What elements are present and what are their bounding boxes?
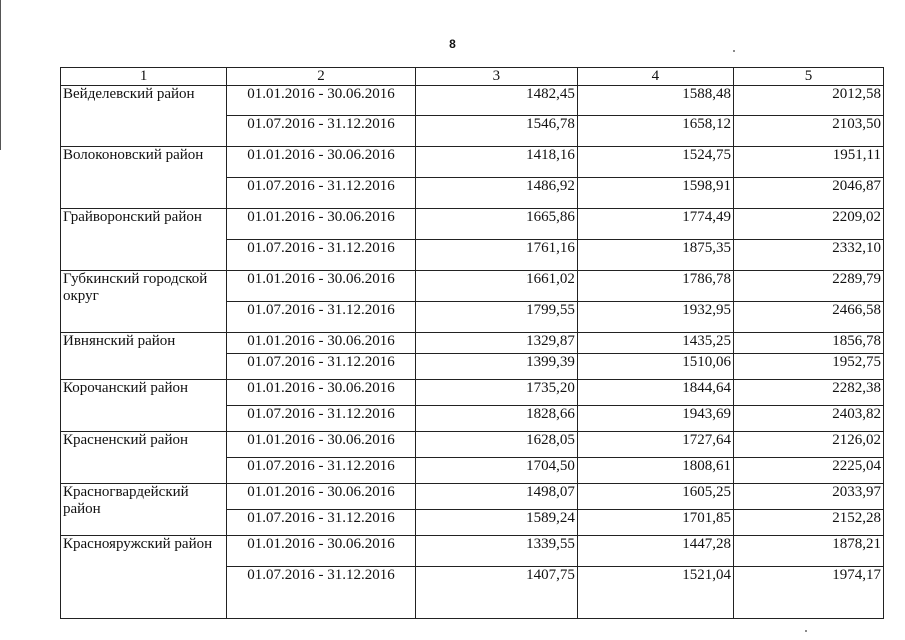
period-cell: 01.07.2016 - 31.12.2016 [227, 354, 416, 380]
period-cell: 01.01.2016 - 30.06.2016 [227, 147, 416, 178]
value-col-3: 1828,66 [415, 406, 577, 432]
value-col-4: 1588,48 [577, 86, 733, 116]
table-row [61, 484, 884, 510]
value-col-5: 2046,87 [733, 178, 883, 209]
value-col-4: 1598,91 [577, 178, 733, 209]
district-name: Вейделевский район [61, 86, 227, 147]
value-col-4: 1786,78 [577, 271, 733, 302]
value-col-5: 2289,79 [733, 271, 883, 302]
value-col-5: 2103,50 [733, 116, 883, 147]
value-col-4: 1510,06 [577, 354, 733, 380]
district-name: Губкинский городской округ [61, 271, 227, 333]
value-col-3: 1661,02 [415, 271, 577, 302]
value-col-5: 1952,75 [733, 354, 883, 380]
speck-dot [733, 50, 735, 52]
table-row [61, 271, 884, 302]
period-cell: 01.01.2016 - 30.06.2016 [227, 536, 416, 567]
header-col-3: 3 [415, 68, 577, 86]
value-col-4: 1943,69 [577, 406, 733, 432]
value-col-3: 1546,78 [415, 116, 577, 147]
value-col-3: 1628,05 [415, 432, 577, 458]
value-col-4: 1524,75 [577, 147, 733, 178]
value-col-5: 2152,28 [733, 510, 883, 536]
table-row [61, 86, 884, 116]
district-name: Грайворонский район [61, 209, 227, 271]
value-col-3: 1589,24 [415, 510, 577, 536]
value-col-3: 1665,86 [415, 209, 577, 240]
district-name: Волоконовский район [61, 147, 227, 209]
value-col-5: 1856,78 [733, 333, 883, 354]
value-col-5: 2225,04 [733, 458, 883, 484]
value-col-4: 1932,95 [577, 302, 733, 333]
value-col-3: 1418,16 [415, 147, 577, 178]
value-col-4: 1774,49 [577, 209, 733, 240]
district-name: Красногвардейский район [61, 484, 227, 536]
district-name: Красненский район [61, 432, 227, 484]
period-cell: 01.07.2016 - 31.12.2016 [227, 458, 416, 484]
table-row [61, 536, 884, 567]
district-name: Корочанский район [61, 380, 227, 432]
value-col-4: 1605,25 [577, 484, 733, 510]
value-col-3: 1486,92 [415, 178, 577, 209]
header-row [61, 68, 884, 86]
value-col-4: 1521,04 [577, 567, 733, 619]
table-row [61, 147, 884, 178]
value-col-3: 1339,55 [415, 536, 577, 567]
period-cell: 01.01.2016 - 30.06.2016 [227, 209, 416, 240]
value-col-4: 1808,61 [577, 458, 733, 484]
table-row [61, 209, 884, 240]
period-cell: 01.07.2016 - 31.12.2016 [227, 178, 416, 209]
period-cell: 01.01.2016 - 30.06.2016 [227, 380, 416, 406]
value-col-5: 2209,02 [733, 209, 883, 240]
value-col-3: 1761,16 [415, 240, 577, 271]
period-cell: 01.01.2016 - 30.06.2016 [227, 333, 416, 354]
left-margin-mark [0, 0, 1, 150]
period-cell: 01.01.2016 - 30.06.2016 [227, 271, 416, 302]
period-cell: 01.07.2016 - 31.12.2016 [227, 567, 416, 619]
value-col-5: 1974,17 [733, 567, 883, 619]
table-body [61, 86, 884, 619]
value-col-3: 1329,87 [415, 333, 577, 354]
district-name: Ивнянский район [61, 333, 227, 380]
period-cell: 01.01.2016 - 30.06.2016 [227, 484, 416, 510]
value-col-5: 2282,38 [733, 380, 883, 406]
value-col-3: 1498,07 [415, 484, 577, 510]
table-header [61, 68, 884, 86]
period-cell: 01.07.2016 - 31.12.2016 [227, 116, 416, 147]
page-number: 8 [449, 37, 456, 51]
value-col-5: 2126,02 [733, 432, 883, 458]
value-col-4: 1447,28 [577, 536, 733, 567]
period-cell: 01.07.2016 - 31.12.2016 [227, 302, 416, 333]
value-col-4: 1658,12 [577, 116, 733, 147]
period-cell: 01.07.2016 - 31.12.2016 [227, 240, 416, 271]
table-row [61, 333, 884, 354]
header-col-2: 2 [227, 68, 416, 86]
value-col-3: 1407,75 [415, 567, 577, 619]
value-col-3: 1799,55 [415, 302, 577, 333]
value-col-5: 2403,82 [733, 406, 883, 432]
period-cell: 01.01.2016 - 30.06.2016 [227, 432, 416, 458]
tariff-table [60, 67, 884, 619]
header-col-4: 4 [577, 68, 733, 86]
value-col-5: 2012,58 [733, 86, 883, 116]
period-cell: 01.07.2016 - 31.12.2016 [227, 510, 416, 536]
value-col-5: 1878,21 [733, 536, 883, 567]
table-row [61, 432, 884, 458]
value-col-5: 1951,11 [733, 147, 883, 178]
value-col-5: 2466,58 [733, 302, 883, 333]
value-col-4: 1875,35 [577, 240, 733, 271]
value-col-3: 1704,50 [415, 458, 577, 484]
table-row [61, 380, 884, 406]
value-col-4: 1844,64 [577, 380, 733, 406]
value-col-3: 1735,20 [415, 380, 577, 406]
value-col-5: 2332,10 [733, 240, 883, 271]
value-col-5: 2033,97 [733, 484, 883, 510]
period-cell: 01.01.2016 - 30.06.2016 [227, 86, 416, 116]
value-col-4: 1727,64 [577, 432, 733, 458]
value-col-3: 1399,39 [415, 354, 577, 380]
header-col-1: 1 [61, 68, 227, 86]
header-col-5: 5 [733, 68, 883, 86]
value-col-4: 1435,25 [577, 333, 733, 354]
district-name: Краснояружский район [61, 536, 227, 619]
period-cell: 01.07.2016 - 31.12.2016 [227, 406, 416, 432]
value-col-3: 1482,45 [415, 86, 577, 116]
speck-dot [805, 630, 807, 632]
value-col-4: 1701,85 [577, 510, 733, 536]
